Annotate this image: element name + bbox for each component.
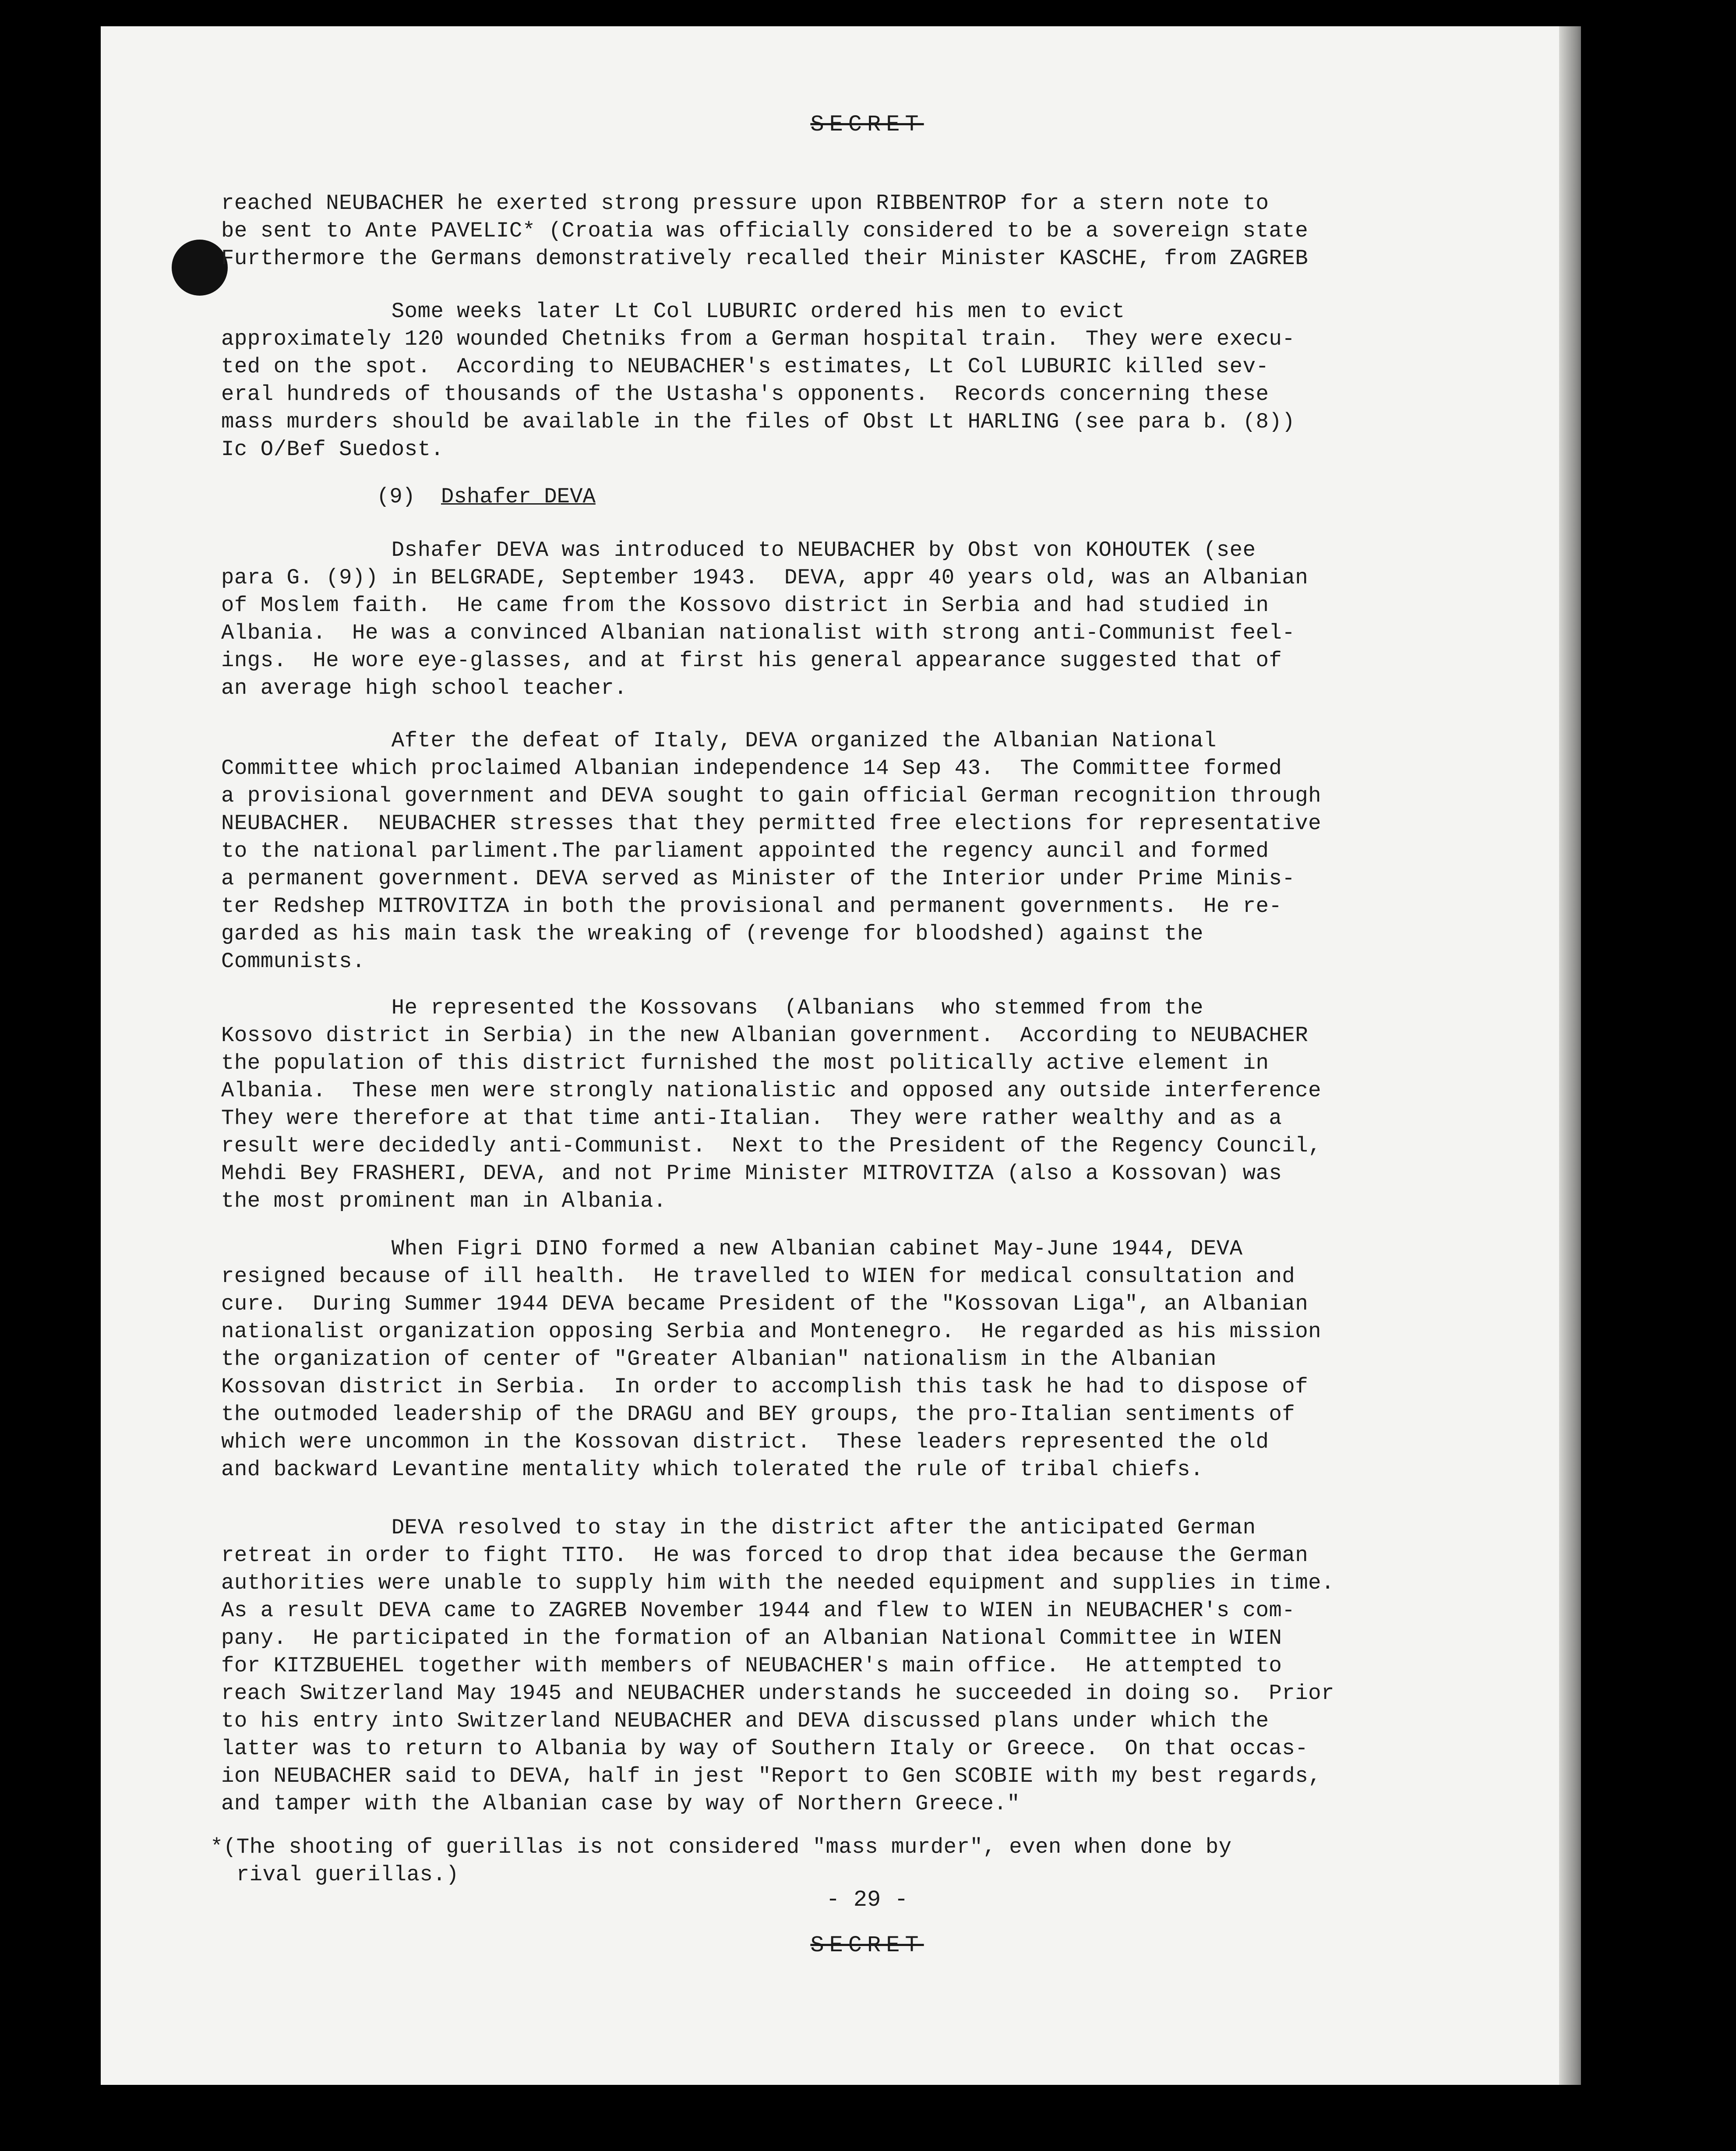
section-name: Dshafer DEVA: [441, 484, 596, 509]
paragraph-continuation: reached NEUBACHER he exerted strong pressure upon RIBBENTROP for a stern note to be sent to Ante PAVELIC* (Croatia was officially considered to be a sovereign state Furthermore the Germans demonstratively recalled their Minister KASCHE, from ZAGREB: [221, 191, 1309, 271]
classification-footer: SECRET: [810, 1932, 924, 1958]
paragraph-kossovans: He represented the Kossovans (Albanians who stemmed from the Kossovo district in Serbia) in the new Albanian government. According to NEUBACHER the population of this district furnished the most politically active element in Albania. These men were strongly nationalistic and opposed any outside interference They were therefore at that time anti-Italian. They were rather wealthy and as a result were decidedly anti-Communist. Next to the President of the Regency Council, Mehdi Bey FRASHERI, DEVA, and not Prime Minister MITROVITZA (also a Kossovan) was the most prominent man in Albania.: [221, 996, 1322, 1213]
paragraph-kossovan-liga: When Figri DINO formed a new Albanian cabinet May-June 1944, DEVA resigned because of ill health. He travelled to WIEN for medical consultation and cure. During Summer 1944 DEVA became President of the "Kossovan Liga", an Albanian nationalist organization opposing Serbia and Montenegro. He regarded as his mission the organization of center of "Greater Albanian" nationalism in the Albanian Kossovan district in Serbia. In order to accomplish this task he had to dispose of the outmoded leadership of the DRAGU and BEY groups, the pro-Italian sentiments of which were uncommon in the Kossovan district. These leaders represented the old and backward Levantine mentality which tolerated the rule of tribal chiefs.: [221, 1236, 1322, 1482]
section-heading: [377, 483, 596, 511]
classification-header: SECRET: [810, 112, 924, 138]
paragraph-luburic: Some weeks later Lt Col LUBURIC ordered his men to evict approximately 120 wounded Chetniks from a German hospital train. They were execu- ted on the spot. According to NEUBACHER's estimates, Lt Col LUBURIC killed sev- eral hundreds of thousands of the Ustasha's opponents. Records concerning these mass murders should be available in the files of Obst Lt HARLING (see para b. (8)) Ic O/Bef Suedost.: [221, 299, 1295, 462]
scan-border-right: [1581, 26, 1736, 2151]
page-number: - 29 -: [826, 1887, 908, 1913]
paragraph-albanian-committee: After the defeat of Italy, DEVA organized the Albanian National Committee which proclaimed Albanian independence 14 Sep 43. The Committee formed a provisional government and DEVA sought to gain official German recognition through NEUBACHER. NEUBACHER stresses that they permitted free elections for representative to the national parliment.The parliament appointed the regency auncil and formed a permanent government. DEVA served as Minister of the Interior under Prime Minis- ter Redshep MITROVITZA in both the provisional and permanent governments. He re- garded as his main task the wreaking of (revenge for bloodshed) against the Communists.: [221, 728, 1322, 974]
section-number: (9): [377, 484, 416, 509]
paragraph-deva-retreat: DEVA resolved to stay in the district after the anticipated German retreat in order to fight TITO. He was forced to drop that idea because the German authorities were unable to supply him with the needed equipment and supplies in time. As a result DEVA came to ZAGREB November 1944 and flew to WIEN in NEUBACHER's com- pany. He participated in the formation of an Albanian National Committee in WIEN for KITZBUEHEL together with members of NEUBACHER's main office. He attempted to reach Switzerland May 1945 and NEUBACHER understands he succeeded in doing so. Prior to his entry into Switzerland NEUBACHER and DEVA discussed plans under which the latter was to return to Albania by way of Southern Italy or Greece. On that occas- ion NEUBACHER said to DEVA, half in jest "Report to Gen SCOBIE with my best regards, and tamper with the Albanian case by way of Northern Greece.": [221, 1515, 1334, 1816]
footnote: *(The shooting of guerillas is not considered "mass murder", even when done by rival guerillas.): [210, 1835, 1232, 1887]
paragraph-deva-intro: Dshafer DEVA was introduced to NEUBACHER by Obst von KOHOUTEK (see para G. (9)) in BELGRADE, September 1943. DEVA, appr 40 years old, was an Albanian of Moslem faith. He came from the Kossovo district in Serbia and had studied in Albania. He was a convinced Albanian nationalist with strong anti-Communist feel- ings. He wore eye-glasses, and at first his general appearance suggested that of an average high school teacher.: [221, 538, 1309, 700]
punch-hole: [172, 240, 228, 296]
scan-border-left: [0, 0, 101, 2151]
